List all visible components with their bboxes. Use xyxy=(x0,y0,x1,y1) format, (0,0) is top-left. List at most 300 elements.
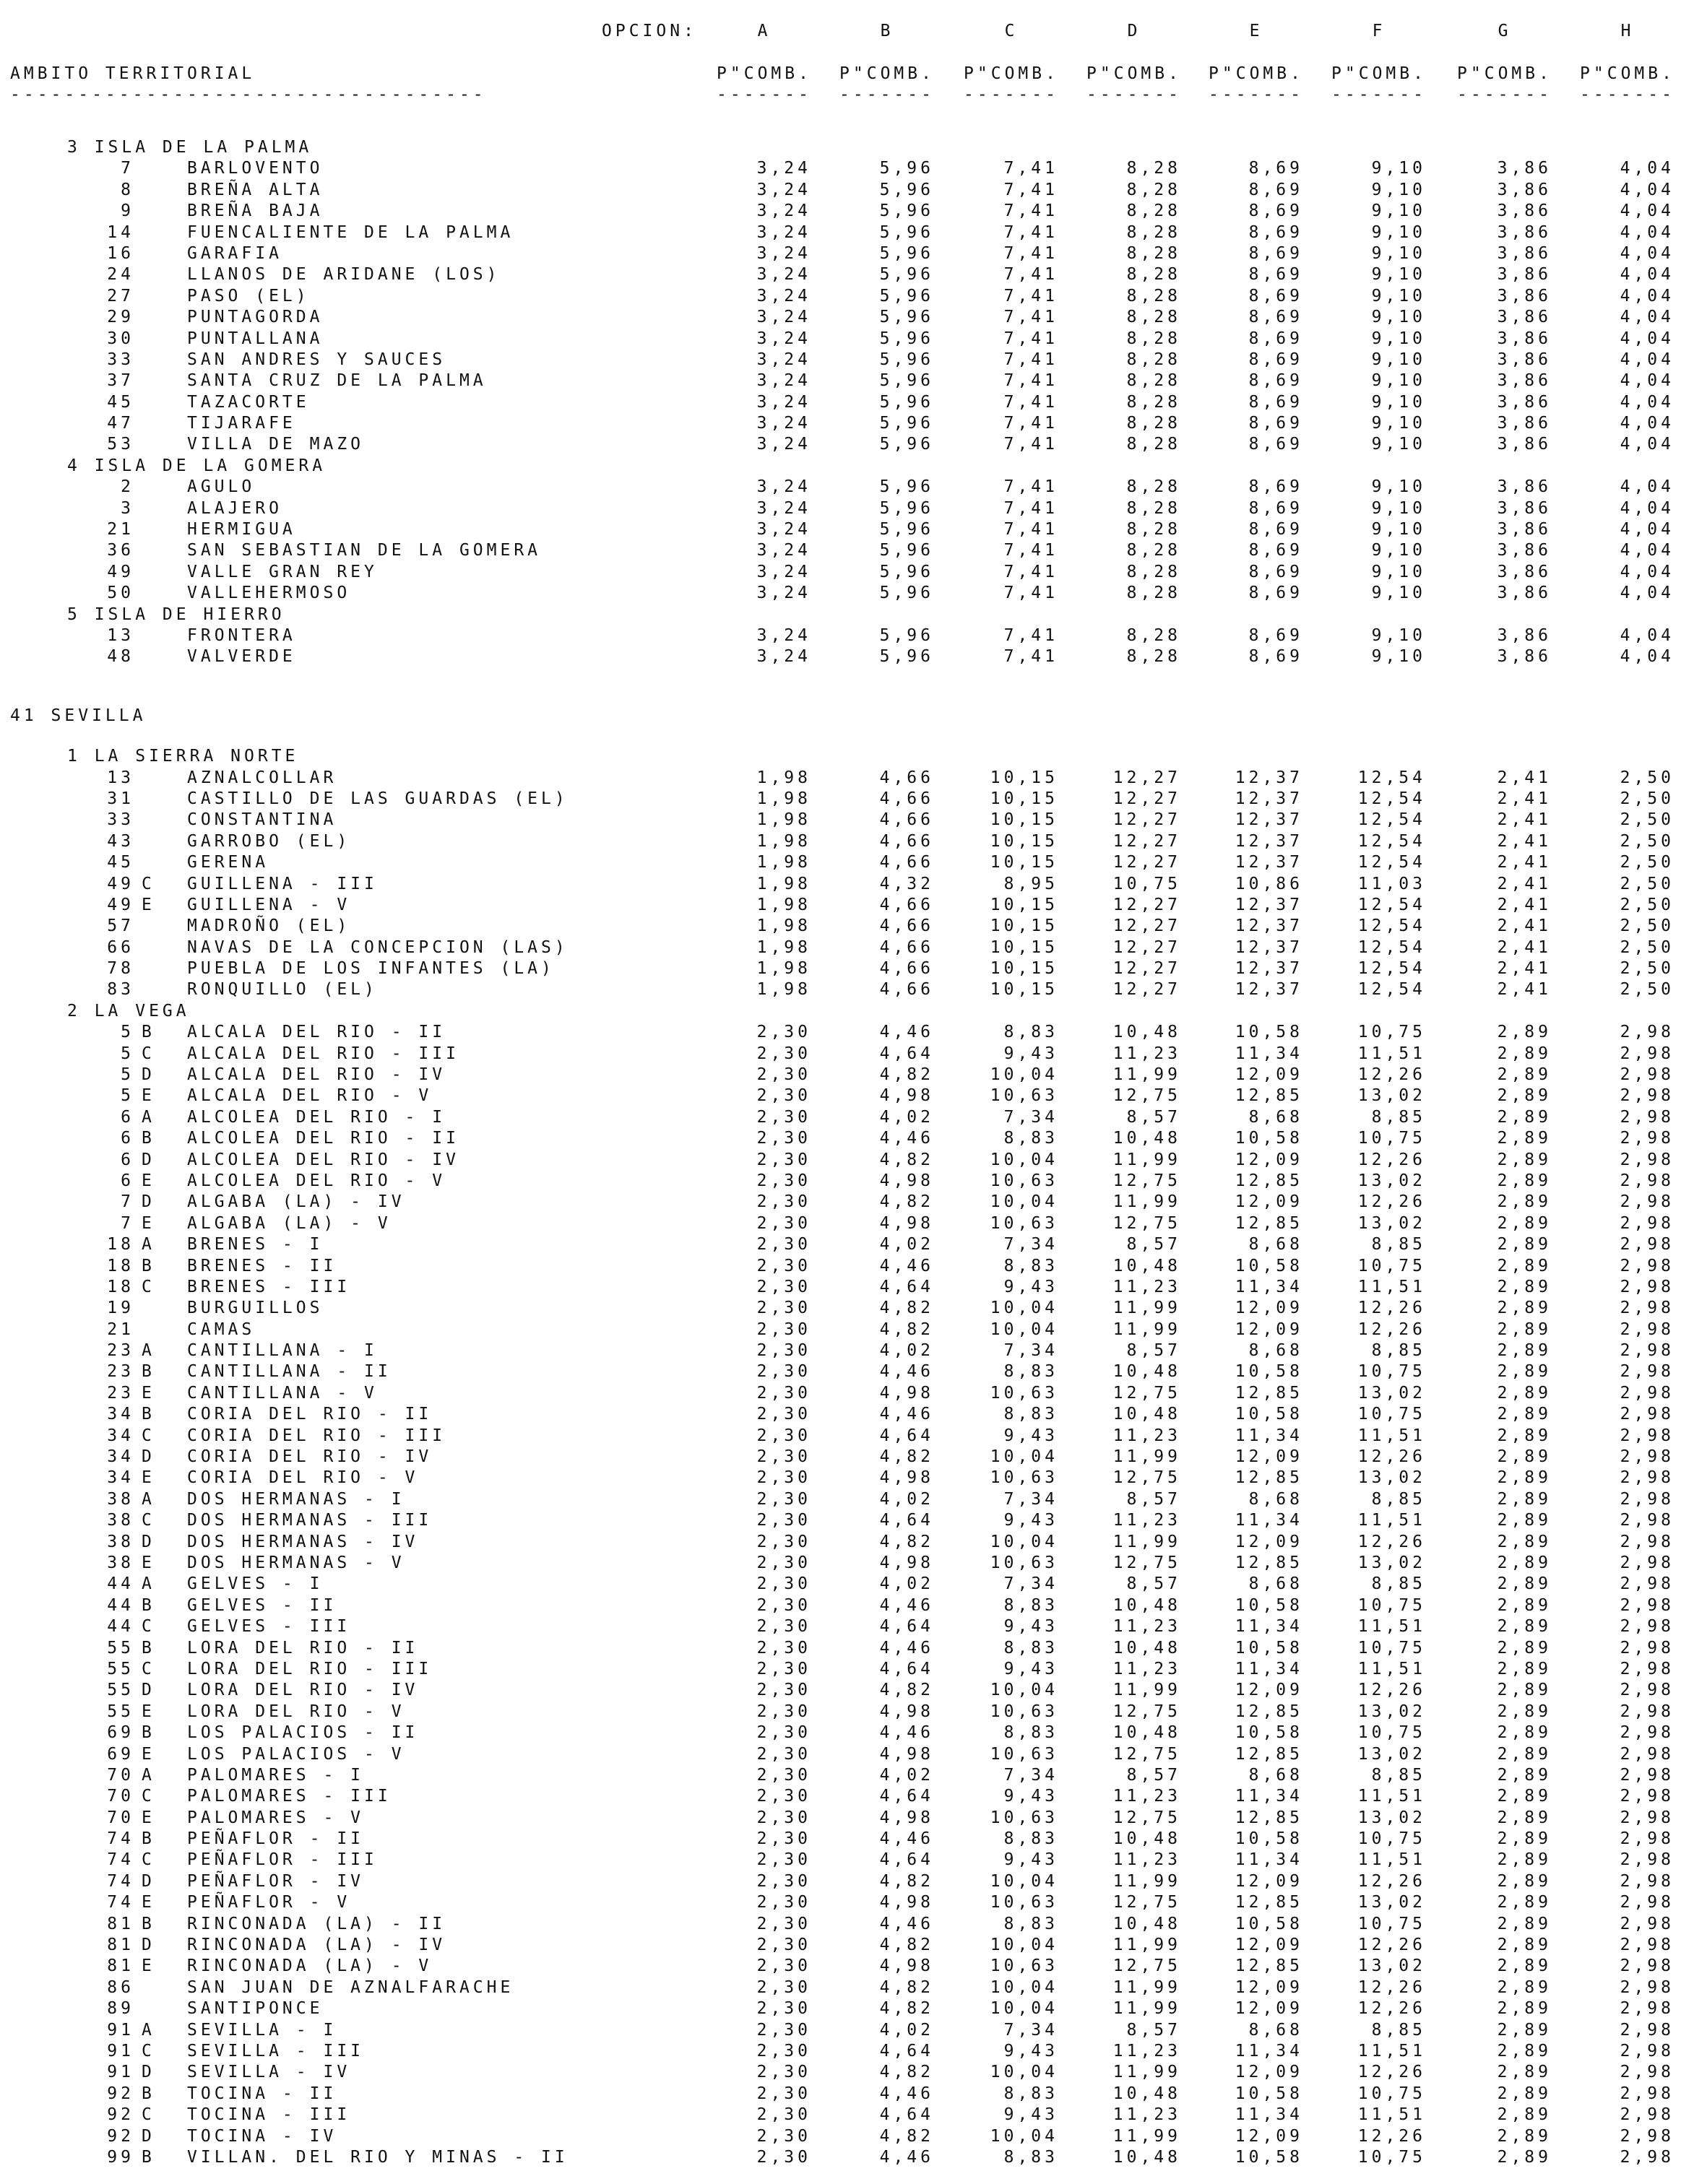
value-f: 10,75 xyxy=(1357,1129,1426,1148)
value-f: 9,10 xyxy=(1371,435,1426,454)
value-g: 2,41 xyxy=(1497,916,1552,936)
value-h: 2,98 xyxy=(1620,1977,1674,1997)
value-b: 4,98 xyxy=(879,1213,934,1233)
value-c: 7,34 xyxy=(1003,1235,1058,1254)
value-d: 11,99 xyxy=(1112,1299,1181,1318)
municipality-name: LOS PALACIOS - II xyxy=(187,1723,419,1743)
value-a: 3,24 xyxy=(756,392,811,412)
municipality-code: 55 xyxy=(107,1638,134,1658)
value-f: 9,10 xyxy=(1371,562,1426,581)
value-f: 13,02 xyxy=(1357,1086,1426,1106)
option-letter-d: D xyxy=(1127,22,1141,40)
table-row xyxy=(0,1171,1694,1192)
column-label: P"COMB. xyxy=(1209,64,1304,83)
municipality-code: 27 xyxy=(107,286,134,306)
value-c: 7,41 xyxy=(1003,265,1058,285)
value-e: 12,09 xyxy=(1235,1065,1303,1085)
value-g: 2,89 xyxy=(1497,1808,1552,1827)
value-d: 11,99 xyxy=(1112,1192,1181,1212)
value-g: 3,86 xyxy=(1497,477,1552,497)
value-d: 10,48 xyxy=(1112,1405,1181,1424)
value-a: 2,30 xyxy=(756,1681,811,1700)
value-d: 8,57 xyxy=(1126,1107,1181,1127)
municipality-code: 83 xyxy=(107,980,134,1000)
value-d: 12,75 xyxy=(1112,1213,1181,1233)
value-b: 4,82 xyxy=(879,2126,934,2146)
value-a: 2,30 xyxy=(756,2063,811,2082)
municipality-code: 99 xyxy=(107,2147,134,2167)
value-h: 2,98 xyxy=(1620,1447,1674,1467)
table-row xyxy=(0,434,1694,455)
municipality-name: PEÑAFLOR - IV xyxy=(187,1871,365,1891)
value-d: 10,48 xyxy=(1112,1723,1181,1743)
value-b: 4,66 xyxy=(879,810,934,830)
value-a: 2,30 xyxy=(756,1723,811,1743)
value-d: 8,57 xyxy=(1126,1489,1181,1509)
municipality-name: CANTILLANA - V xyxy=(187,1383,378,1403)
column-underline: ------- xyxy=(964,85,1059,104)
municipality-code: 7 xyxy=(121,159,134,178)
municipality-code: 47 xyxy=(107,414,134,433)
value-b: 4,02 xyxy=(879,1574,934,1594)
table-row xyxy=(0,2020,1694,2041)
value-d: 11,99 xyxy=(1112,1150,1181,1169)
table-row xyxy=(0,1320,1694,1340)
value-e: 8,69 xyxy=(1248,180,1303,199)
value-f: 12,54 xyxy=(1357,789,1426,808)
zone-letter: E xyxy=(142,1956,155,1976)
value-f: 9,10 xyxy=(1371,477,1426,497)
value-e: 12,37 xyxy=(1235,831,1303,851)
value-g: 2,89 xyxy=(1497,2147,1552,2167)
table-row xyxy=(0,979,1694,1000)
value-b: 4,46 xyxy=(879,1638,934,1658)
value-f: 10,75 xyxy=(1357,1405,1426,1424)
value-e: 8,69 xyxy=(1248,541,1303,560)
value-g: 2,89 xyxy=(1497,1447,1552,1467)
value-c: 7,41 xyxy=(1003,350,1058,369)
value-c: 8,83 xyxy=(1003,1405,1058,1424)
municipality-code: 34 xyxy=(107,1426,134,1445)
value-a: 1,98 xyxy=(756,853,811,872)
value-c: 10,04 xyxy=(990,1150,1058,1169)
value-a: 2,30 xyxy=(756,1914,811,1933)
value-a: 3,24 xyxy=(756,202,811,221)
value-c: 7,41 xyxy=(1003,498,1058,518)
municipality-name: BRENES - III xyxy=(187,1277,351,1296)
value-g: 2,89 xyxy=(1497,1150,1552,1169)
table-row xyxy=(0,1256,1694,1277)
value-g: 3,86 xyxy=(1497,435,1552,454)
value-b: 4,46 xyxy=(879,1405,934,1424)
value-a: 2,30 xyxy=(756,2020,811,2040)
value-b: 5,96 xyxy=(879,159,934,178)
value-g: 2,89 xyxy=(1497,1235,1552,1254)
value-f: 11,51 xyxy=(1357,1426,1426,1445)
value-e: 12,09 xyxy=(1235,1532,1303,1551)
value-e: 10,58 xyxy=(1235,1023,1303,1042)
value-f: 9,10 xyxy=(1371,392,1426,412)
value-g: 2,89 xyxy=(1497,1320,1552,1339)
value-e: 8,69 xyxy=(1248,498,1303,518)
value-c: 10,63 xyxy=(990,1808,1058,1827)
value-f: 12,54 xyxy=(1357,768,1426,787)
value-f: 13,02 xyxy=(1357,1554,1426,1572)
value-d: 8,57 xyxy=(1126,1341,1181,1361)
table-row xyxy=(0,264,1694,285)
value-h: 2,98 xyxy=(1620,1171,1674,1190)
value-d: 8,28 xyxy=(1126,371,1181,391)
municipality-name: LORA DEL RIO - IV xyxy=(187,1681,419,1700)
table-row xyxy=(0,519,1694,540)
value-a: 1,98 xyxy=(756,895,811,914)
zone-letter: E xyxy=(142,895,155,914)
table-row xyxy=(0,1213,1694,1234)
municipality-name: CANTILLANA - I xyxy=(187,1341,378,1361)
table-row xyxy=(0,625,1694,646)
value-h: 2,98 xyxy=(1620,2020,1674,2040)
value-e: 8,69 xyxy=(1248,350,1303,369)
municipality-name: CORIA DEL RIO - II xyxy=(187,1405,433,1424)
value-d: 8,28 xyxy=(1126,584,1181,603)
table-row xyxy=(0,540,1694,561)
value-a: 2,30 xyxy=(756,1511,811,1530)
value-e: 11,34 xyxy=(1235,1044,1303,1063)
value-h: 2,50 xyxy=(1620,916,1674,936)
value-f: 13,02 xyxy=(1357,1893,1426,1912)
value-b: 4,64 xyxy=(879,1277,934,1296)
value-h: 2,98 xyxy=(1620,1999,1674,2019)
value-c: 8,83 xyxy=(1003,1914,1058,1933)
municipality-name: PUEBLA DE LOS INFANTES (LA) xyxy=(187,959,555,979)
value-d: 12,75 xyxy=(1112,1893,1181,1912)
value-h: 2,98 xyxy=(1620,1426,1674,1445)
value-h: 2,98 xyxy=(1620,1320,1674,1339)
value-b: 4,82 xyxy=(879,1977,934,1997)
value-c: 9,43 xyxy=(1003,1426,1058,1445)
value-f: 11,51 xyxy=(1357,2105,1426,2125)
value-e: 8,69 xyxy=(1248,435,1303,454)
value-b: 5,96 xyxy=(879,180,934,199)
table-row xyxy=(0,2041,1694,2062)
value-e: 8,69 xyxy=(1248,584,1303,603)
value-h: 4,04 xyxy=(1620,329,1674,348)
municipality-name: LORA DEL RIO - V xyxy=(187,1702,405,1721)
value-e: 10,58 xyxy=(1235,1638,1303,1658)
municipality-name: PEÑAFLOR - V xyxy=(187,1893,351,1912)
municipality-name: TOCINA - IV xyxy=(187,2126,337,2146)
value-g: 2,89 xyxy=(1497,2084,1552,2103)
value-f: 9,10 xyxy=(1371,647,1426,667)
value-b: 4,66 xyxy=(879,895,934,914)
municipality-code: 21 xyxy=(107,1320,134,1339)
value-b: 4,82 xyxy=(879,1999,934,2019)
value-h: 2,98 xyxy=(1620,1617,1674,1637)
value-a: 2,30 xyxy=(756,1192,811,1212)
zone-letter: B xyxy=(142,1914,155,1933)
value-e: 8,68 xyxy=(1248,1489,1303,1509)
value-a: 2,30 xyxy=(756,1213,811,1233)
value-g: 3,86 xyxy=(1497,243,1552,263)
municipality-name: DOS HERMANAS - III xyxy=(187,1511,433,1530)
value-e: 8,69 xyxy=(1248,308,1303,327)
table-row xyxy=(0,1044,1694,1065)
value-e: 12,85 xyxy=(1235,1554,1303,1572)
table-row xyxy=(0,646,1694,667)
value-f: 12,26 xyxy=(1357,1999,1426,2019)
value-h: 4,04 xyxy=(1620,562,1674,581)
value-c: 10,63 xyxy=(990,1893,1058,1912)
municipality-name: TAZACORTE xyxy=(187,392,310,412)
value-c: 9,43 xyxy=(1003,2041,1058,2060)
column-label: P"COMB. xyxy=(1086,64,1182,83)
table-row xyxy=(0,958,1694,979)
value-b: 4,64 xyxy=(879,1617,934,1637)
value-c: 8,83 xyxy=(1003,1362,1058,1382)
value-g: 2,41 xyxy=(1497,874,1552,893)
value-b: 4,64 xyxy=(879,1850,934,1870)
value-b: 5,96 xyxy=(879,498,934,518)
value-h: 4,04 xyxy=(1620,180,1674,199)
municipality-name: PALOMARES - V xyxy=(187,1808,365,1827)
value-b: 5,96 xyxy=(879,243,934,263)
table-row xyxy=(0,2062,1694,2083)
value-g: 3,86 xyxy=(1497,308,1552,327)
value-b: 4,66 xyxy=(879,916,934,936)
table-row xyxy=(0,1277,1694,1298)
value-h: 2,98 xyxy=(1620,1723,1674,1743)
value-d: 8,28 xyxy=(1126,562,1181,581)
area-name: 3 ISLA DE LA PALMA xyxy=(67,138,313,157)
value-a: 3,24 xyxy=(756,647,811,667)
value-d: 12,75 xyxy=(1112,1808,1181,1827)
municipality-code: 30 xyxy=(107,329,134,348)
value-f: 12,26 xyxy=(1357,1977,1426,1997)
value-g: 2,89 xyxy=(1497,1511,1552,1530)
value-a: 3,24 xyxy=(756,498,811,518)
value-d: 11,99 xyxy=(1112,1681,1181,1700)
value-h: 2,98 xyxy=(1620,1638,1674,1658)
value-c: 9,43 xyxy=(1003,1511,1058,1530)
value-f: 9,10 xyxy=(1371,350,1426,369)
value-e: 8,69 xyxy=(1248,286,1303,306)
municipality-name: BRENES - I xyxy=(187,1235,324,1254)
value-h: 4,04 xyxy=(1620,647,1674,667)
value-b: 4,82 xyxy=(879,1447,934,1467)
zone-letter: E xyxy=(142,1086,155,1106)
value-c: 10,63 xyxy=(990,1171,1058,1190)
value-f: 9,10 xyxy=(1371,180,1426,199)
zone-letter: C xyxy=(142,874,155,893)
value-c: 7,34 xyxy=(1003,1341,1058,1361)
value-h: 2,98 xyxy=(1620,1277,1674,1296)
municipality-code: 34 xyxy=(107,1405,134,1424)
value-d: 12,27 xyxy=(1112,768,1181,787)
area-name: 4 ISLA DE LA GOMERA xyxy=(67,456,327,475)
municipality-name: BRENES - II xyxy=(187,1256,337,1275)
value-a: 3,24 xyxy=(756,414,811,433)
value-g: 2,41 xyxy=(1497,895,1552,914)
value-f: 9,10 xyxy=(1371,159,1426,178)
province-heading xyxy=(0,706,1694,727)
value-e: 10,58 xyxy=(1235,1405,1303,1424)
value-e: 12,09 xyxy=(1235,2126,1303,2146)
area-name: 5 ISLA DE HIERRO xyxy=(67,604,285,624)
municipality-code: 57 xyxy=(107,916,134,936)
value-h: 4,04 xyxy=(1620,308,1674,327)
value-h: 4,04 xyxy=(1620,498,1674,518)
value-f: 13,02 xyxy=(1357,1808,1426,1827)
value-g: 3,86 xyxy=(1497,541,1552,560)
value-e: 12,09 xyxy=(1235,1936,1303,1955)
municipality-code: 55 xyxy=(107,1681,134,1700)
municipality-code: 36 xyxy=(107,541,134,560)
municipality-code: 81 xyxy=(107,1936,134,1955)
value-e: 8,69 xyxy=(1248,625,1303,645)
zone-letter: E xyxy=(142,1468,155,1488)
municipality-code: 23 xyxy=(107,1341,134,1361)
value-f: 12,54 xyxy=(1357,831,1426,851)
table-row xyxy=(0,1744,1694,1765)
value-g: 2,89 xyxy=(1497,1956,1552,1976)
value-h: 2,98 xyxy=(1620,1468,1674,1488)
value-g: 3,86 xyxy=(1497,562,1552,581)
value-f: 9,10 xyxy=(1371,202,1426,221)
area-name: 2 LA VEGA xyxy=(67,1001,190,1020)
value-d: 10,48 xyxy=(1112,1638,1181,1658)
value-f: 8,85 xyxy=(1371,1341,1426,1361)
municipality-name: BARLOVENTO xyxy=(187,159,324,178)
value-a: 2,30 xyxy=(756,1235,811,1254)
value-f: 9,10 xyxy=(1371,371,1426,391)
value-c: 10,04 xyxy=(990,1681,1058,1700)
value-f: 9,10 xyxy=(1371,414,1426,433)
value-h: 2,98 xyxy=(1620,1829,1674,1849)
value-g: 2,41 xyxy=(1497,810,1552,830)
table-row xyxy=(0,1786,1694,1807)
value-a: 2,30 xyxy=(756,1299,811,1318)
value-g: 2,89 xyxy=(1497,1914,1552,1933)
value-a: 1,98 xyxy=(756,874,811,893)
value-b: 4,64 xyxy=(879,1659,934,1678)
municipality-name: PALOMARES - I xyxy=(187,1765,365,1785)
value-d: 8,28 xyxy=(1126,180,1181,199)
value-h: 2,98 xyxy=(1620,1405,1674,1424)
value-f: 9,10 xyxy=(1371,286,1426,306)
option-letter-e: E xyxy=(1249,22,1263,40)
value-a: 2,30 xyxy=(756,1171,811,1190)
value-b: 4,82 xyxy=(879,1871,934,1891)
value-g: 3,86 xyxy=(1497,584,1552,603)
value-d: 11,23 xyxy=(1112,2105,1181,2125)
municipality-code: 44 xyxy=(107,1595,134,1615)
table-row xyxy=(0,1680,1694,1701)
value-g: 2,41 xyxy=(1497,959,1552,979)
value-h: 2,98 xyxy=(1620,1787,1674,1806)
municipality-code: 43 xyxy=(107,831,134,851)
value-d: 12,27 xyxy=(1112,980,1181,1000)
value-c: 8,83 xyxy=(1003,1023,1058,1042)
value-h: 2,98 xyxy=(1620,1808,1674,1827)
zone-letter: C xyxy=(142,1426,155,1445)
value-c: 7,41 xyxy=(1003,329,1058,348)
zone-letter: A xyxy=(142,1235,155,1254)
zone-letter: C xyxy=(142,1850,155,1870)
value-b: 4,46 xyxy=(879,2147,934,2167)
municipality-name: PUNTALLANA xyxy=(187,329,324,348)
zone-letter: C xyxy=(142,1277,155,1296)
value-b: 4,98 xyxy=(879,1702,934,1721)
municipality-code: 45 xyxy=(107,853,134,872)
value-f: 12,26 xyxy=(1357,2126,1426,2146)
value-f: 9,10 xyxy=(1371,520,1426,540)
value-d: 10,48 xyxy=(1112,1256,1181,1275)
value-e: 12,37 xyxy=(1235,810,1303,830)
municipality-name: SANTA CRUZ DE LA PALMA xyxy=(187,371,487,391)
value-a: 2,30 xyxy=(756,1702,811,1721)
value-d: 12,27 xyxy=(1112,853,1181,872)
value-h: 2,98 xyxy=(1620,1574,1674,1594)
municipality-code: 44 xyxy=(107,1574,134,1594)
value-e: 12,09 xyxy=(1235,1999,1303,2019)
value-c: 10,15 xyxy=(990,789,1058,808)
value-d: 12,75 xyxy=(1112,1171,1181,1190)
value-g: 2,89 xyxy=(1497,1171,1552,1190)
zone-letter: C xyxy=(142,2105,155,2125)
value-h: 2,50 xyxy=(1620,789,1674,808)
zone-letter: E xyxy=(142,1744,155,1764)
value-g: 3,86 xyxy=(1497,350,1552,369)
value-e: 12,37 xyxy=(1235,768,1303,787)
value-h: 2,98 xyxy=(1620,1554,1674,1572)
value-g: 2,89 xyxy=(1497,1659,1552,1678)
table-row xyxy=(0,895,1694,916)
zone-letter: E xyxy=(142,1171,155,1190)
value-h: 2,98 xyxy=(1620,1341,1674,1361)
table-row xyxy=(0,1871,1694,1892)
value-b: 4,64 xyxy=(879,2041,934,2060)
table-row xyxy=(0,1404,1694,1425)
value-h: 2,50 xyxy=(1620,937,1674,957)
value-b: 4,82 xyxy=(879,1150,934,1169)
value-c: 10,04 xyxy=(990,1532,1058,1551)
table-row xyxy=(0,768,1694,789)
table-row xyxy=(0,1722,1694,1743)
value-e: 12,37 xyxy=(1235,789,1303,808)
value-f: 10,75 xyxy=(1357,1723,1426,1743)
municipality-name: VILLA DE MAZO xyxy=(187,435,365,454)
table-row xyxy=(0,1998,1694,2019)
municipality-code: 37 xyxy=(107,371,134,391)
column-underline: ------- xyxy=(717,85,812,104)
municipality-name: PEÑAFLOR - II xyxy=(187,1829,365,1849)
value-e: 12,85 xyxy=(1235,1468,1303,1488)
value-a: 2,30 xyxy=(756,1871,811,1891)
value-b: 5,96 xyxy=(879,202,934,221)
value-d: 8,28 xyxy=(1126,243,1181,263)
zone-letter: A xyxy=(142,2020,155,2040)
value-f: 11,51 xyxy=(1357,1277,1426,1296)
table-row xyxy=(0,1468,1694,1488)
value-a: 1,98 xyxy=(756,980,811,1000)
value-b: 5,96 xyxy=(879,414,934,433)
zone-letter: C xyxy=(142,1659,155,1678)
value-a: 3,24 xyxy=(756,541,811,560)
table-row xyxy=(0,2147,1694,2168)
value-h: 4,04 xyxy=(1620,520,1674,540)
value-b: 4,64 xyxy=(879,1511,934,1530)
value-a: 3,24 xyxy=(756,243,811,263)
